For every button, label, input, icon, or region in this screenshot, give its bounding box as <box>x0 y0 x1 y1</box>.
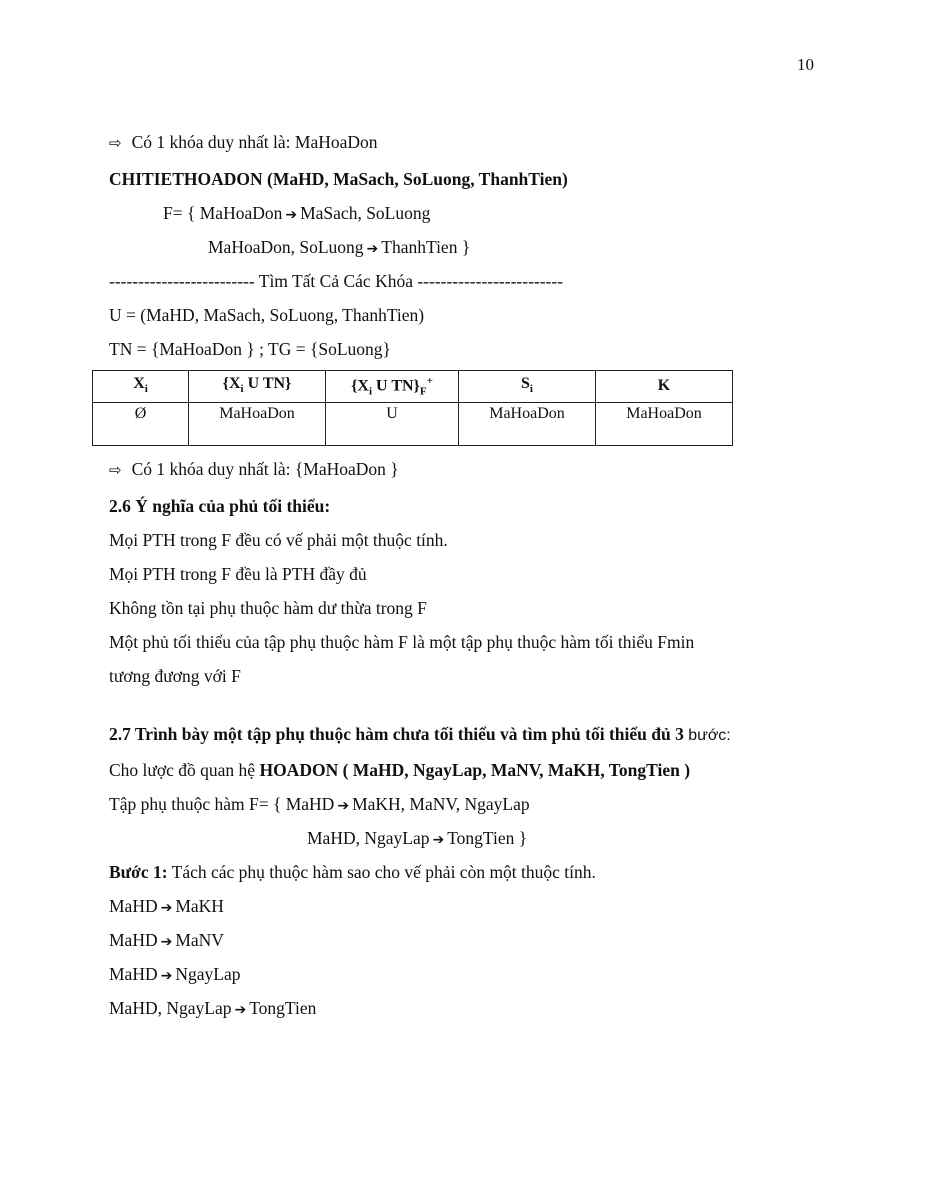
fd-line: MaHD ➔ NgayLap <box>109 964 241 984</box>
table-cell: MaHoaDon <box>459 402 596 445</box>
arrow-icon: ➔ <box>160 968 173 984</box>
key-table <box>92 370 733 446</box>
conclusion-line: ⇨ Có 1 khóa duy nhất là: MaHoaDon <box>109 132 378 152</box>
tn-tg-sets: TN = {MaHoaDon } ; TG = {SoLuong} <box>109 339 391 359</box>
universe-set: U = (MaHD, MaSach, SoLuong, ThanhTien) <box>109 305 425 325</box>
paragraph-line: Không tồn tại phụ thuộc hàm dư thừa trong F <box>109 598 427 618</box>
table-cell: MaHoaDon <box>596 402 733 445</box>
paragraph-line: Mọi PTH trong F đều có vế phải một thuộc tính. <box>109 530 448 550</box>
fd-line: F= { MaHoaDon ➔ MaSach, SoLuong <box>163 203 431 223</box>
page-number: 10 <box>797 55 814 74</box>
paragraph-line: tương đương với F <box>109 666 241 686</box>
table-cell: MaHoaDon <box>189 402 326 445</box>
arrow-icon: ➔ <box>285 207 298 223</box>
section-heading: 2.7 Trình bày một tập phụ thuộc hàm chưa tối thiểu và tìm phủ tối thiểu đủ 3 bước: <box>109 724 731 744</box>
table-cell: Ø <box>93 402 189 445</box>
arrow-icon: ➔ <box>160 900 173 916</box>
arrow-icon: ➔ <box>432 832 445 848</box>
arrow-icon: ➔ <box>366 241 379 257</box>
relation-heading: CHITIETHOADON (MaHD, MaSach, SoLuong, ThanhTien) <box>109 169 568 189</box>
arrow-icon: ➔ <box>337 798 350 814</box>
hollow-right-arrow-icon: ⇨ <box>109 134 122 152</box>
header-xi: $X_i$ <box>93 371 189 403</box>
table-cell: U <box>326 402 459 445</box>
header-k: K <box>596 371 733 403</box>
fd-line: MaHD, NgayLap ➔ TongTien <box>109 998 317 1018</box>
fd-line: MaHD, NgayLap ➔ TongTien } <box>307 828 528 848</box>
fd-line: MaHD ➔ MaNV <box>109 930 224 950</box>
table-header-row <box>93 371 733 403</box>
fd-line: MaHoaDon, SoLuong ➔ ThanhTien } <box>208 237 471 257</box>
table-row <box>93 402 733 445</box>
section-heading: 2.6 Ý nghĩa của phủ tối thiểu: <box>109 496 331 516</box>
arrow-icon: ➔ <box>160 934 173 950</box>
header-si: $S_i$ <box>459 371 596 403</box>
schema-line: Cho lược đồ quan hệ HOADON ( MaHD, NgayLap, MaNV, MaKH, TongTien ) <box>109 760 691 780</box>
hollow-right-arrow-icon: ⇨ <box>109 461 122 479</box>
paragraph-line: Một phủ tối thiểu của tập phụ thuộc hàm F là một tập phụ thuộc hàm tối thiểu Fmin <box>109 632 695 652</box>
paragraph-line: Mọi PTH trong F đều là PTH đầy đủ <box>109 564 367 584</box>
fd-line: Tập phụ thuộc hàm F= { MaHD ➔ MaKH, MaNV, NgayLap <box>109 794 530 814</box>
header-xi-u-tn: {$X_i$ U TN} <box>189 371 326 403</box>
arrow-icon: ➔ <box>234 1002 247 1018</box>
fd-line: MaHD ➔ MaKH <box>109 896 224 916</box>
conclusion-line: ⇨ Có 1 khóa duy nhất là: {MaHoaDon } <box>109 459 399 479</box>
step-line: Bước 1: Tách các phụ thuộc hàm sao cho vế phải còn một thuộc tính. <box>109 862 596 882</box>
find-keys-divider: ------------------------- Tìm Tất Cả Các Khóa ------------------------- <box>109 271 564 291</box>
header-closure: {$X_i$ U $TN\}_F^+$ <box>326 371 459 403</box>
